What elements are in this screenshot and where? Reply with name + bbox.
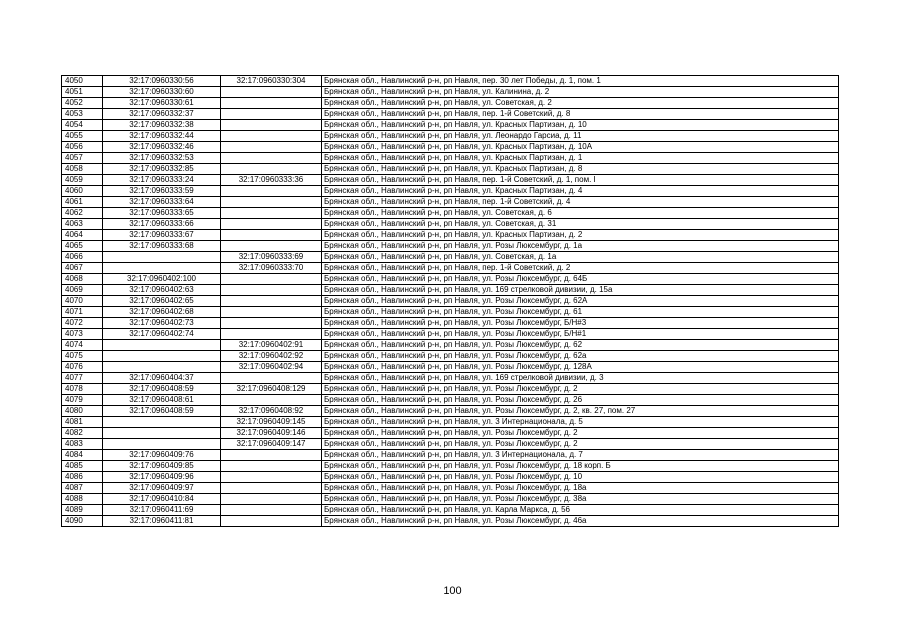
related-cadastral-number-cell	[221, 285, 322, 296]
table-row	[62, 142, 839, 153]
cadastral-number-cell: 32:17:0960409:96	[103, 472, 221, 483]
row-number-cell: 4056	[62, 142, 103, 153]
row-number-cell: 4054	[62, 120, 103, 131]
table-row	[62, 263, 839, 274]
table-body	[62, 76, 839, 527]
row-number-cell: 4070	[62, 296, 103, 307]
address-cell: Брянская обл., Навлинский р-н, рп Навля, ул. Красных Партизан, д. 2	[322, 230, 839, 241]
cadastral-number-cell: 32:17:0960332:37	[103, 109, 221, 120]
row-number-cell: 4089	[62, 505, 103, 516]
cadastral-number-cell: 32:17:0960333:66	[103, 219, 221, 230]
related-cadastral-number-cell	[221, 131, 322, 142]
address-cell: Брянская обл., Навлинский р-н, рп Навля, ул. Розы Люксембург, д. 18 корп. Б	[322, 461, 839, 472]
row-number-cell: 4071	[62, 307, 103, 318]
row-number-cell: 4057	[62, 153, 103, 164]
related-cadastral-number-cell: 32:17:0960408:129	[221, 384, 322, 395]
table-row	[62, 373, 839, 384]
related-cadastral-number-cell: 32:17:0960330:304	[221, 76, 322, 87]
related-cadastral-number-cell	[221, 87, 322, 98]
related-cadastral-number-cell: 32:17:0960409:145	[221, 417, 322, 428]
cadastral-number-cell: 32:17:0960332:85	[103, 164, 221, 175]
table-row	[62, 208, 839, 219]
table-row	[62, 98, 839, 109]
cadastral-number-cell: 32:17:0960333:65	[103, 208, 221, 219]
row-number-cell: 4074	[62, 340, 103, 351]
related-cadastral-number-cell	[221, 461, 322, 472]
table-row	[62, 87, 839, 98]
address-cell: Брянская обл., Навлинский р-н, рп Навля, ул. Розы Люксембург, Б/Н#1	[322, 329, 839, 340]
cadastral-number-cell: 32:17:0960333:64	[103, 197, 221, 208]
address-cell: Брянская обл., Навлинский р-н, рп Навля, ул. Розы Люксембург, д. 38а	[322, 494, 839, 505]
row-number-cell: 4067	[62, 263, 103, 274]
row-number-cell: 4086	[62, 472, 103, 483]
table-row	[62, 252, 839, 263]
related-cadastral-number-cell	[221, 109, 322, 120]
address-cell: Брянская обл., Навлинский р-н, рп Навля, ул. Розы Люксембург, д. 2, кв. 27, пом. 27	[322, 406, 839, 417]
row-number-cell: 4075	[62, 351, 103, 362]
related-cadastral-number-cell	[221, 164, 322, 175]
related-cadastral-number-cell: 32:17:0960402:91	[221, 340, 322, 351]
table-row	[62, 362, 839, 373]
table-row	[62, 428, 839, 439]
cadastral-number-cell: 32:17:0960402:68	[103, 307, 221, 318]
related-cadastral-number-cell	[221, 142, 322, 153]
table-row	[62, 450, 839, 461]
address-cell: Брянская обл., Навлинский р-н, рп Навля, ул. Советская, д. 1а	[322, 252, 839, 263]
table-row	[62, 516, 839, 527]
row-number-cell: 4052	[62, 98, 103, 109]
row-number-cell: 4063	[62, 219, 103, 230]
cadastral-number-cell: 32:17:0960402:73	[103, 318, 221, 329]
row-number-cell: 4058	[62, 164, 103, 175]
cadastral-number-cell: 32:17:0960411:69	[103, 505, 221, 516]
row-number-cell: 4064	[62, 230, 103, 241]
address-cell: Брянская обл., Навлинский р-н, рп Навля, ул. Розы Люксембург, д. 2	[322, 439, 839, 450]
related-cadastral-number-cell	[221, 296, 322, 307]
cadastral-number-cell	[103, 351, 221, 362]
table-row	[62, 417, 839, 428]
cadastral-number-cell: 32:17:0960410:84	[103, 494, 221, 505]
address-cell: Брянская обл., Навлинский р-н, рп Навля, ул. Розы Люксембург, д. 128А	[322, 362, 839, 373]
related-cadastral-number-cell	[221, 450, 322, 461]
address-cell: Брянская обл., Навлинский р-н, рп Навля, ул. Розы Люксембург, д. 10	[322, 472, 839, 483]
related-cadastral-number-cell	[221, 186, 322, 197]
address-cell: Брянская обл., Навлинский р-н, рп Навля, пер. 1-й Советский, д. 4	[322, 197, 839, 208]
related-cadastral-number-cell: 32:17:0960402:94	[221, 362, 322, 373]
table-row	[62, 307, 839, 318]
related-cadastral-number-cell	[221, 274, 322, 285]
cadastral-number-cell: 32:17:0960409:97	[103, 483, 221, 494]
table-row	[62, 274, 839, 285]
related-cadastral-number-cell: 32:17:0960409:147	[221, 439, 322, 450]
related-cadastral-number-cell	[221, 494, 322, 505]
cadastral-number-cell: 32:17:0960408:59	[103, 406, 221, 417]
table-row	[62, 219, 839, 230]
address-cell: Брянская обл., Навлинский р-н, рп Навля, пер. 1-й Советский, д. 2	[322, 263, 839, 274]
table-row	[62, 340, 839, 351]
row-number-cell: 4050	[62, 76, 103, 87]
related-cadastral-number-cell	[221, 241, 322, 252]
related-cadastral-number-cell	[221, 395, 322, 406]
table-row	[62, 131, 839, 142]
cadastral-number-cell: 32:17:0960330:56	[103, 76, 221, 87]
row-number-cell: 4051	[62, 87, 103, 98]
address-cell: Брянская обл., Навлинский р-н, рп Навля, ул. Розы Люксембург, д. 1а	[322, 241, 839, 252]
table-row	[62, 230, 839, 241]
cadastral-number-cell: 32:17:0960332:44	[103, 131, 221, 142]
address-cell: Брянская обл., Навлинский р-н, рп Навля, ул. 3 Интернационала, д. 5	[322, 417, 839, 428]
row-number-cell: 4079	[62, 395, 103, 406]
cadastral-table	[61, 75, 839, 527]
table-row	[62, 76, 839, 87]
address-cell: Брянская обл., Навлинский р-н, рп Навля, ул. Советская, д. 2	[322, 98, 839, 109]
row-number-cell: 4062	[62, 208, 103, 219]
address-cell: Брянская обл., Навлинский р-н, рп Навля, ул. Калинина, д. 2	[322, 87, 839, 98]
row-number-cell: 4073	[62, 329, 103, 340]
related-cadastral-number-cell	[221, 505, 322, 516]
related-cadastral-number-cell: 32:17:0960402:92	[221, 351, 322, 362]
related-cadastral-number-cell	[221, 197, 322, 208]
table-row	[62, 175, 839, 186]
cadastral-number-cell: 32:17:0960332:46	[103, 142, 221, 153]
related-cadastral-number-cell	[221, 516, 322, 527]
row-number-cell: 4080	[62, 406, 103, 417]
address-cell: Брянская обл., Навлинский р-н, рп Навля, ул. Красных Партизан, д. 10А	[322, 142, 839, 153]
related-cadastral-number-cell	[221, 153, 322, 164]
related-cadastral-number-cell: 32:17:0960333:36	[221, 175, 322, 186]
row-number-cell: 4066	[62, 252, 103, 263]
address-cell: Брянская обл., Навлинский р-н, рп Навля, ул. Розы Люксембург, д. 46а	[322, 516, 839, 527]
cadastral-number-cell: 32:17:0960332:53	[103, 153, 221, 164]
table-row	[62, 285, 839, 296]
related-cadastral-number-cell: 32:17:0960409:146	[221, 428, 322, 439]
address-cell: Брянская обл., Навлинский р-н, рп Навля, ул. Розы Люксембург, д. 62а	[322, 351, 839, 362]
row-number-cell: 4072	[62, 318, 103, 329]
address-cell: Брянская обл., Навлинский р-н, рп Навля, ул. Розы Люксембург, д. 62	[322, 340, 839, 351]
table-row	[62, 241, 839, 252]
row-number-cell: 4081	[62, 417, 103, 428]
address-cell: Брянская обл., Навлинский р-н, рп Навля, ул. Розы Люксембург, д. 2	[322, 428, 839, 439]
cadastral-number-cell: 32:17:0960332:38	[103, 120, 221, 131]
address-cell: Брянская обл., Навлинский р-н, рп Навля, ул. Розы Люксембург, д. 62А	[322, 296, 839, 307]
address-cell: Брянская обл., Навлинский р-н, рп Навля, ул. Розы Люксембург, д. 61	[322, 307, 839, 318]
cadastral-number-cell: 32:17:0960330:60	[103, 87, 221, 98]
cadastral-number-cell: 32:17:0960408:59	[103, 384, 221, 395]
related-cadastral-number-cell: 32:17:0960408:92	[221, 406, 322, 417]
table-row	[62, 186, 839, 197]
address-cell: Брянская обл., Навлинский р-н, рп Навля, пер. 30 лет Победы, д. 1, пом. 1	[322, 76, 839, 87]
table-row	[62, 494, 839, 505]
cadastral-number-cell	[103, 417, 221, 428]
related-cadastral-number-cell	[221, 318, 322, 329]
table-row	[62, 109, 839, 120]
row-number-cell: 4084	[62, 450, 103, 461]
address-cell: Брянская обл., Навлинский р-н, рп Навля, ул. Розы Люксембург, Б/Н#3	[322, 318, 839, 329]
address-cell: Брянская обл., Навлинский р-н, рп Навля, ул. Розы Люксембург, д. 2	[322, 384, 839, 395]
related-cadastral-number-cell	[221, 329, 322, 340]
table-row	[62, 505, 839, 516]
table-row	[62, 120, 839, 131]
row-number-cell: 4053	[62, 109, 103, 120]
row-number-cell: 4061	[62, 197, 103, 208]
cadastral-number-cell	[103, 340, 221, 351]
address-cell: Брянская обл., Навлинский р-н, рп Навля, ул. Советская, д. 6	[322, 208, 839, 219]
row-number-cell: 4085	[62, 461, 103, 472]
row-number-cell: 4059	[62, 175, 103, 186]
table-row	[62, 395, 839, 406]
related-cadastral-number-cell	[221, 208, 322, 219]
address-cell: Брянская обл., Навлинский р-н, рп Навля, ул. 169 стрелковой дивизии, д. 15а	[322, 285, 839, 296]
row-number-cell: 4060	[62, 186, 103, 197]
table-row	[62, 329, 839, 340]
related-cadastral-number-cell: 32:17:0960333:70	[221, 263, 322, 274]
address-cell: Брянская обл., Навлинский р-н, рп Навля, ул. 169 стрелковой дивизии, д. 3	[322, 373, 839, 384]
table-row	[62, 351, 839, 362]
cadastral-number-cell	[103, 439, 221, 450]
row-number-cell: 4068	[62, 274, 103, 285]
cadastral-number-cell	[103, 428, 221, 439]
row-number-cell: 4088	[62, 494, 103, 505]
related-cadastral-number-cell	[221, 230, 322, 241]
row-number-cell: 4065	[62, 241, 103, 252]
address-cell: Брянская обл., Навлинский р-н, рп Навля, ул. Розы Люксембург, д. 64Б	[322, 274, 839, 285]
address-cell: Брянская обл., Навлинский р-н, рп Навля, ул. Красных Партизан, д. 10	[322, 120, 839, 131]
cadastral-number-cell: 32:17:0960402:100	[103, 274, 221, 285]
related-cadastral-number-cell	[221, 307, 322, 318]
cadastral-number-cell: 32:17:0960402:65	[103, 296, 221, 307]
related-cadastral-number-cell	[221, 472, 322, 483]
address-cell: Брянская обл., Навлинский р-н, рп Навля, пер. 1-й Советский, д. 8	[322, 109, 839, 120]
cadastral-number-cell	[103, 252, 221, 263]
address-cell: Брянская обл., Навлинский р-н, рп Навля, ул. Леонардо Гарсиа, д. 11	[322, 131, 839, 142]
address-cell: Брянская обл., Навлинский р-н, рп Навля, пер. 1-й Советский, д. 1, пом. I	[322, 175, 839, 186]
page-number: 100	[443, 585, 462, 597]
table-row	[62, 153, 839, 164]
cadastral-number-cell	[103, 263, 221, 274]
cadastral-number-cell: 32:17:0960411:81	[103, 516, 221, 527]
related-cadastral-number-cell	[221, 98, 322, 109]
address-cell: Брянская обл., Навлинский р-н, рп Навля, ул. Красных Партизан, д. 1	[322, 153, 839, 164]
address-cell: Брянская обл., Навлинский р-н, рп Навля, ул. Розы Люксембург, д. 18а	[322, 483, 839, 494]
related-cadastral-number-cell	[221, 120, 322, 131]
table-row	[62, 483, 839, 494]
cadastral-number-cell: 32:17:0960333:67	[103, 230, 221, 241]
cadastral-number-cell: 32:17:0960402:63	[103, 285, 221, 296]
row-number-cell: 4055	[62, 131, 103, 142]
address-cell: Брянская обл., Навлинский р-н, рп Навля, ул. Советская, д. 31	[322, 219, 839, 230]
table-row	[62, 164, 839, 175]
address-cell: Брянская обл., Навлинский р-н, рп Навля, ул. Красных Партизан, д. 8	[322, 164, 839, 175]
related-cadastral-number-cell	[221, 483, 322, 494]
cadastral-number-cell: 32:17:0960330:61	[103, 98, 221, 109]
row-number-cell: 4078	[62, 384, 103, 395]
address-cell: Брянская обл., Навлинский р-н, рп Навля, ул. Карла Маркса, д. 56	[322, 505, 839, 516]
address-cell: Брянская обл., Навлинский р-н, рп Навля, ул. Розы Люксембург, д. 26	[322, 395, 839, 406]
row-number-cell: 4090	[62, 516, 103, 527]
address-cell: Брянская обл., Навлинский р-н, рп Навля, ул. Красных Партизан, д. 4	[322, 186, 839, 197]
row-number-cell: 4083	[62, 439, 103, 450]
row-number-cell: 4087	[62, 483, 103, 494]
cadastral-number-cell: 32:17:0960333:24	[103, 175, 221, 186]
table-row	[62, 439, 839, 450]
cadastral-number-cell: 32:17:0960333:59	[103, 186, 221, 197]
table-row	[62, 197, 839, 208]
row-number-cell: 4082	[62, 428, 103, 439]
cadastral-number-cell: 32:17:0960409:85	[103, 461, 221, 472]
related-cadastral-number-cell: 32:17:0960333:69	[221, 252, 322, 263]
table-row	[62, 318, 839, 329]
related-cadastral-number-cell	[221, 219, 322, 230]
row-number-cell: 4077	[62, 373, 103, 384]
row-number-cell: 4069	[62, 285, 103, 296]
cadastral-number-cell: 32:17:0960408:61	[103, 395, 221, 406]
address-cell: Брянская обл., Навлинский р-н, рп Навля, ул. 3 Интернационала, д. 7	[322, 450, 839, 461]
table-row	[62, 461, 839, 472]
table-row	[62, 384, 839, 395]
cadastral-number-cell: 32:17:0960333:68	[103, 241, 221, 252]
cadastral-number-cell	[103, 362, 221, 373]
table-row	[62, 296, 839, 307]
cadastral-number-cell: 32:17:0960409:76	[103, 450, 221, 461]
related-cadastral-number-cell	[221, 373, 322, 384]
cadastral-number-cell: 32:17:0960402:74	[103, 329, 221, 340]
cadastral-number-cell: 32:17:0960404:37	[103, 373, 221, 384]
table-row	[62, 406, 839, 417]
row-number-cell: 4076	[62, 362, 103, 373]
table-row	[62, 472, 839, 483]
